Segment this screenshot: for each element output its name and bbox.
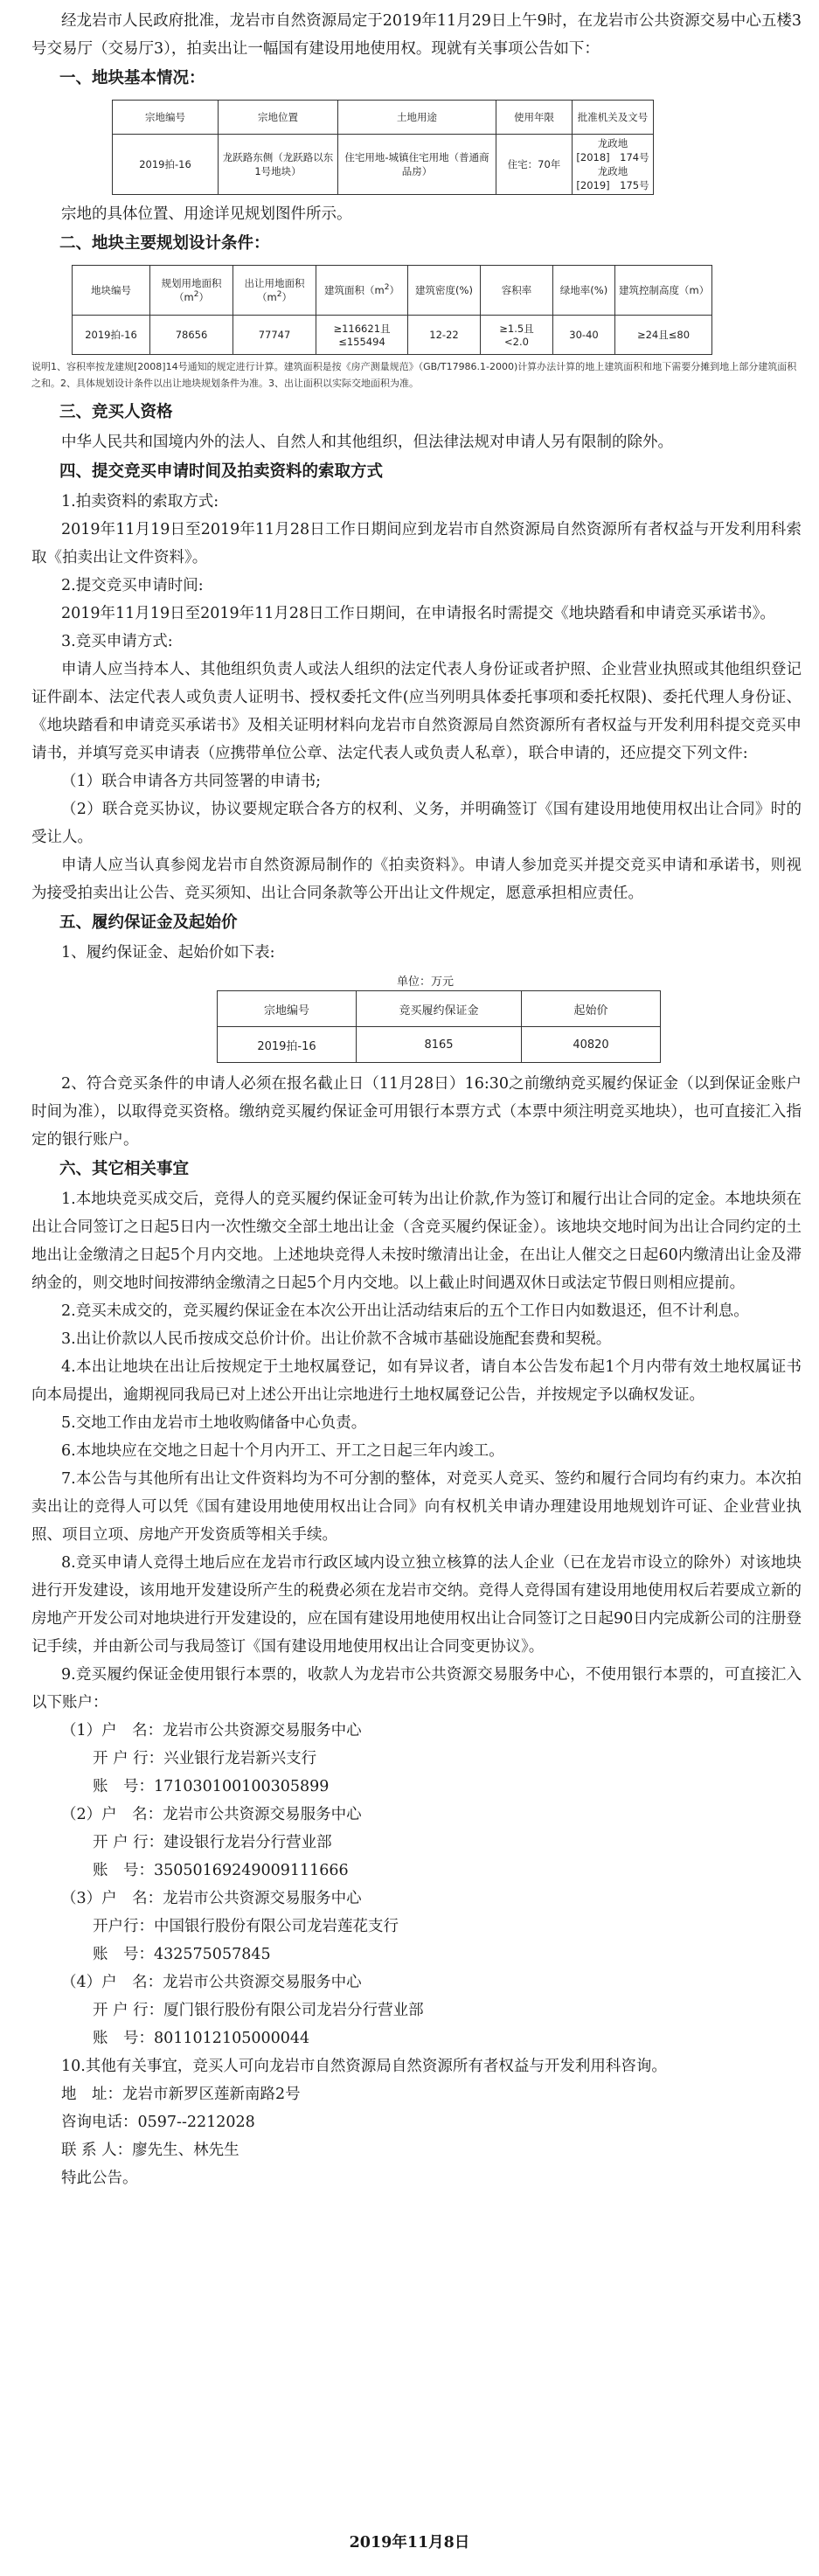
col2-floor-area: 建筑面积$(m^2)$ (316, 266, 408, 316)
cell2-green: 30-40 (553, 316, 615, 355)
account-1-bank: 兴业银行龙岩新兴支行 (163, 1750, 317, 1767)
announcement-date: 2019年11月8日 (349, 2534, 470, 2552)
account-4-bank: 厦门银行股份有限公司龙岩分行营业部 (163, 2002, 424, 2019)
approval-line-4: [2019] 175号 (576, 179, 649, 191)
section-4-list-1: （1）联合申请各方共同签署的申请书; (61, 773, 322, 790)
section-1-title: 一、地块基本情况： (59, 69, 205, 87)
section-6-p10: 10.其他有关事宜，竞买人可向龙岩市自然资源局自然资源所有者权益与开发利用科咨询。 (61, 2058, 667, 2075)
col2-area-plan: 规划用地面积$(m^2)$ (150, 266, 233, 316)
col3-deposit: 竞买履约保证金 (357, 991, 522, 1027)
cell3-deposit: 8165 (357, 1027, 522, 1063)
section-1-after: 宗地的具体位置、用途详见规划图件所示。 (61, 205, 352, 223)
section-6-p1: 1.本地块竞买成交后，竞得人的竞买履约保证金可转为出让价款,作为签订和履行出让合同的定金。本地块须在出让合同签订之日起5日内一次性缴交全部土地出让金（含竞买履约保证金）。该地块交地时间为出让合同约定的土地出让金缴清之日起5个月内交地。上述地块竞得人未按时缴清出让金，在出让人催交之日起60内缴清出让金及滞纳金的，则交地时间按滞纳金缴清之日起5个月内交地。以上截止时间遇双休日或法定节假日则相应提前。 (31, 1191, 802, 1292)
col3-start-price: 起始价 (522, 991, 661, 1027)
section-4-p4: 申请人应当认真参阅龙岩市自然资源局制作的《拍卖资料》。申请人参加竞买并提交竞买申请和承诺书，则视为接受拍卖出让公告、竞买须知、出让合同条款等公开出让文件规定，愿意承担相应责任。 (31, 857, 802, 902)
approval-line-2: [2018] 174号 (576, 151, 649, 163)
section-4-sub3: 3.竞买申请方式: (61, 633, 173, 650)
section-6-p9: 9.竞买履约保证金使用银行本票的，收款人为龙岩市公共资源交易服务中心，不使用银行本票的，可直接汇入以下账户： (31, 1666, 802, 1712)
account-3-name: 龙岩市公共资源交易服务中心 (163, 1890, 362, 1907)
approval-line-1: 龙政地 (597, 137, 628, 149)
account-3-number: 432575057845 (154, 1946, 271, 1963)
section-5-p2: 2、符合竞买条件的申请人必须在报名截止日（11月28日）16:30之前缴纳竞买履约保证金（以到保证金账户时间为准），以取得竞买资格。缴纳竞买履约保证金可用银行本票方式（本票中须注明竞买地块），也可直接汇入指定的银行账户。 (31, 1075, 802, 1149)
cell2-area-plan: 78656 (150, 316, 233, 355)
col-parcel-id: 宗地编号 (113, 101, 219, 135)
contact-person: 联 系 人：廖先生、林先生 (61, 2142, 239, 2159)
contact-phone: 咨询电话：0597--2212028 (61, 2114, 255, 2131)
section-4-p1: 2019年11月19日至2019年11月28日工作日期间应到龙岩市自然资源局自然资源所有者权益与开发利用科索取《拍卖出让文件资料》。 (31, 521, 802, 566)
section-6-p6: 6.本地块应在交地之日起十个月内开工、开工之日起三年内竣工。 (61, 1442, 504, 1460)
col-term: 使用年限 (496, 101, 573, 135)
section-6-title: 六、其它相关事宜 (59, 1160, 190, 1178)
cell2-far: ≥1.5且 <2.0 (481, 316, 553, 355)
section-5-sub1: 1、履约保证金、起始价如下表: (61, 944, 275, 962)
col2-height: 建筑控制高度（m） (615, 266, 712, 316)
col2-id: 地块编号 (73, 266, 150, 316)
col-location: 宗地位置 (219, 101, 338, 135)
cell-land-use: 住宅用地-城镇住宅用地（普通商品房） (338, 135, 496, 195)
section-2-title: 二、地块主要规划设计条件： (59, 234, 270, 253)
section-5-title: 五、履约保证金及起始价 (59, 913, 238, 932)
cell2-area-sell: 77747 (233, 316, 316, 355)
col2-area-sell: 出让用地面积$(m^2)$ (233, 266, 316, 316)
section-6-p8: 8.竞买申请人竞得土地后应在龙岩市行政区域内设立独立核算的法人企业（已在龙岩市设立的除外）对该地块进行开发建设，该用地开发建设所产生的税费必须在龙岩市交纳。竞得人竞得国有建设用地使用权后若要成立新的房地产开发公司对地块进行开发建设的，应在国有建设用地使用权出让合同签订之日起90日内完成新公司的注册登记手续，并由新公司与我局签订《国有建设用地使用权出让合同变更协议》。 (31, 1554, 802, 1656)
section-4-sub1: 1.拍卖资料的索取方式: (61, 493, 219, 510)
section-6-p4: 4.本出让地块在出让后按规定于土地权属登记，如有异议者，请自本公告发布起1个月内带有效土地权属证书向本局提出，逾期视同我局已对上述公开出让宗地进行土地权属登记公告，并按规定予以确权发证。 (31, 1358, 802, 1404)
cell3-parcel-id: 2019拍-16 (218, 1027, 357, 1063)
section-4-sub2: 2.提交竞买申请时间: (61, 577, 204, 594)
cell2-height: ≥24且≤80 (615, 316, 712, 355)
intro-paragraph: 经龙岩市人民政府批准，龙岩市自然资源局定于2019年11月29日上午9时，在龙岩市公共资源交易中心五楼3号交易厅（交易厅3），拍卖出让一幅国有建设用地使用权。现就有关事项公告如下： (31, 12, 802, 58)
parcel-basic-table (112, 100, 654, 195)
section-6-p5: 5.交地工作由龙岩市土地收购储备中心负责。 (61, 1414, 367, 1432)
section-6-p2: 2.竞买未成交的，竞买履约保证金在本次公开出让活动结束后的五个工作日内如数退还，但不计利息。 (61, 1302, 749, 1320)
planning-conditions-table (72, 265, 712, 355)
col3-parcel-id: 宗地编号 (218, 991, 357, 1027)
col2-green: 绿地率(%) (553, 266, 615, 316)
account-4-number: 8011012105000044 (154, 2030, 310, 2047)
account-2-name: 龙岩市公共资源交易服务中心 (163, 1806, 362, 1823)
unit-label: 单位：万元 (397, 976, 455, 989)
cell-parcel-id: 2019拍-16 (113, 135, 219, 195)
cell-approval (573, 135, 654, 195)
section-4-p2: 2019年11月19日至2019年11月28日工作日期间，在申请报名时需提交《地块踏看和申请竞买承诺书》。 (61, 605, 775, 622)
account-3: （3）户 名：龙岩市公共资源交易服务中心 开户行：中国银行股份有限公司龙岩莲花支行 账 号：432575057845 (61, 1890, 399, 1963)
section-4-list-2: （2）联合竞买协议，协议要规定联合各方的权利、义务，并明确签订《国有建设用地使用权出让合同》时的受让人。 (31, 801, 802, 846)
col2-far: 容积率 (481, 266, 553, 316)
account-1-name: 龙岩市公共资源交易服务中心 (163, 1722, 362, 1739)
cell-term: 住宅：70年 (496, 135, 573, 195)
section-4-title: 四、提交竞买申请时间及拍卖资料的索取方式 (59, 462, 384, 481)
account-3-bank: 中国银行股份有限公司龙岩莲花支行 (154, 1918, 399, 1935)
deposit-price-table (217, 990, 661, 1063)
account-4-name: 龙岩市公共资源交易服务中心 (163, 1974, 362, 1991)
section-6-p3: 3.出让价款以人民币按成交总价计价。出让价款不含城市基础设施配套费和契税。 (61, 1330, 612, 1348)
cell3-start-price: 40820 (522, 1027, 661, 1063)
section-6-p7: 7.本公告与其他所有出让文件资料均为不可分割的整体，对竞买人竞买、签约和履行合同均有约束力。本次拍卖出让的竞得人可以凭《国有建设用地使用权出让合同》向有权机关申请办理建设用地规划许可证、企业营业执照、项目立项、房地产开发资质等相关手续。 (31, 1470, 802, 1544)
planning-note: 说明1、容积率按龙建规[2008]14号通知的规定进行计算。建筑面积是按《房产测量规范》（GB/T17986.1-2000)计算办法计算的地上建筑面积和地下需要分摊到地上部分建筑面积之和。2、具体规划设计条件以出让地块规划条件为准。3、出让面积以实际交地面积为准。 (31, 361, 797, 389)
account-2-number: 35050169249009111666 (154, 1862, 349, 1879)
section-4-p3: 申请人应当持本人、其他组织负责人或法人组织的法定代表人身份证或者护照、企业营业执照或其他组织登记证件副本、法定代表人或负责人证明书、授权委托文件(应当列明具体委托事项和委托权限)、委托代理人身份证、《地块踏看和申请竞买承诺书》及相关证明材料向龙岩市自然资源局自然资源所有者权益与开发利用科提交竞买申请书，并填写竞买申请表（应携带单位公章、法定代表人或负责人私章），联合申请的，还应提交下列文件: (31, 661, 802, 762)
bank-accounts (31, 1717, 802, 2052)
section-3-title: 三、竞买人资格 (59, 403, 173, 421)
cell2-density: 12-22 (408, 316, 481, 355)
closing-line: 特此公告。 (61, 2170, 138, 2187)
col-land-use: 土地用途 (338, 101, 496, 135)
cell2-floor-area: ≥116621且 ≤155494 (316, 316, 408, 355)
contact-address: 地 址：龙岩市新罗区莲新南路2号 (61, 2086, 301, 2103)
cell2-id: 2019拍-16 (73, 316, 150, 355)
approval-line-3: 龙政地 (597, 165, 628, 177)
col2-density: 建筑密度(%) (408, 266, 481, 316)
cell-location: 龙跃路东侧（龙跃路以东1号地块） (219, 135, 338, 195)
account-2-bank: 建设银行龙岩分行营业部 (163, 1834, 332, 1851)
section-3-body: 中华人民共和国境内外的法人、自然人和其他组织，但法律法规对申请人另有限制的除外。 (61, 434, 673, 451)
account-4: （4）户 名：龙岩市公共资源交易服务中心 开 户 行：厦门银行股份有限公司龙岩分行营业部 账 号：8011012105000044 (61, 1974, 424, 2047)
account-1-number: 171030100100305899 (154, 1778, 330, 1795)
col-approval: 批准机关及文号 (573, 101, 654, 135)
account-1: （1）户 名：龙岩市公共资源交易服务中心 开 户 行：兴业银行龙岩新兴支行 账 号：171030100100305899 (61, 1722, 362, 1795)
account-2: （2）户 名：龙岩市公共资源交易服务中心 开 户 行：建设银行龙岩分行营业部 账 号：35050169249009111666 (61, 1806, 362, 1879)
